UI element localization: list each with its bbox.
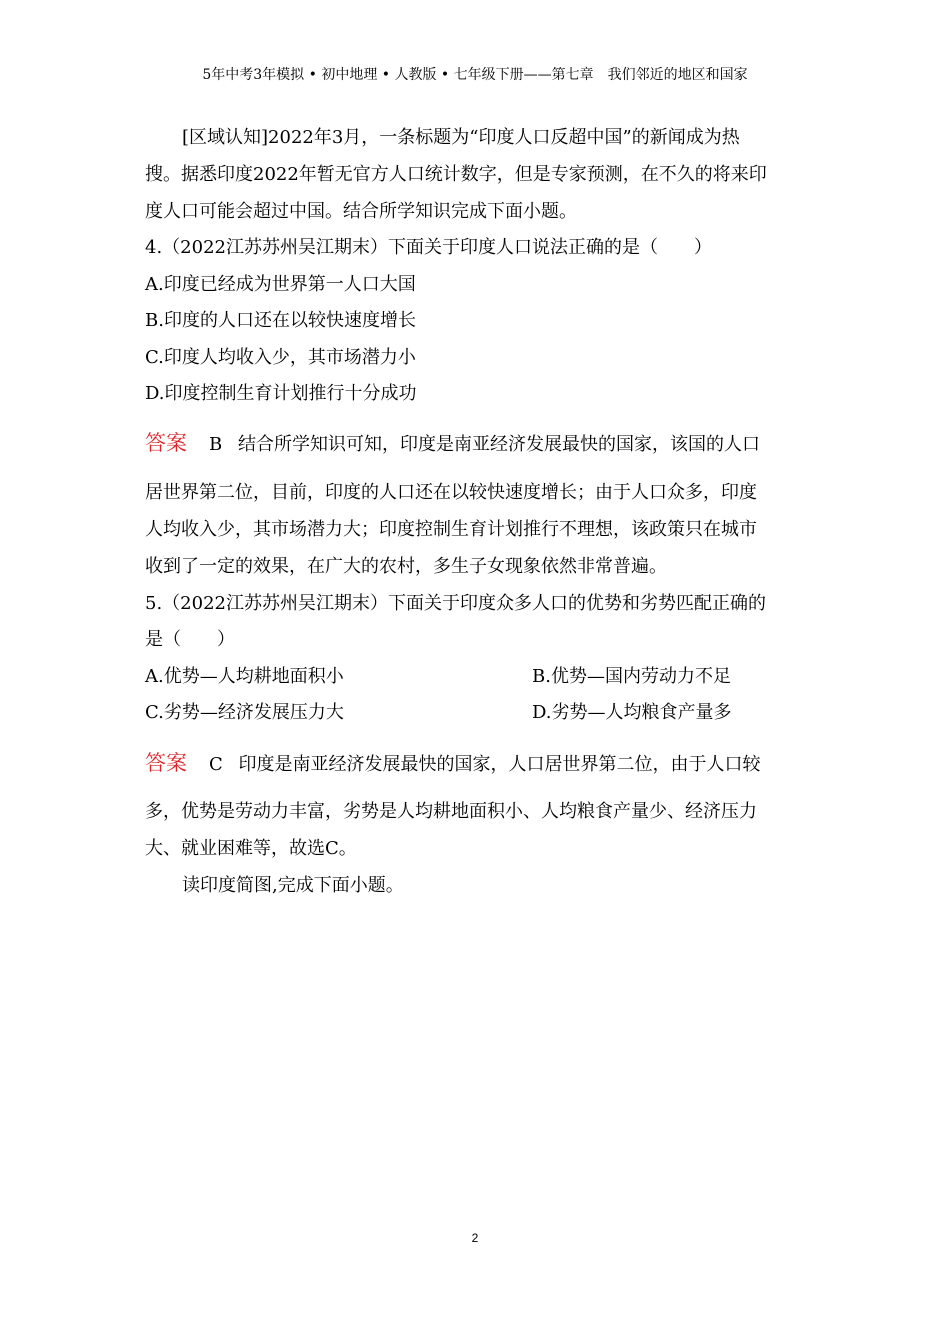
q4-option-c: C.印度人均收入少，其市场潜力小 bbox=[145, 347, 416, 368]
answer-label: 答案 bbox=[145, 751, 187, 775]
q4-option-a: A.印度已经成为世界第一人口大国 bbox=[145, 274, 416, 295]
q4-stem: 4.（2022江苏苏州吴江期末）下面关于印度人口说法正确的是（ ） bbox=[145, 237, 712, 258]
q5-explanation-2: 多，优势是劳动力丰富，劣势是人均耕地面积小、人均粮食产量少、经济压力 bbox=[145, 801, 757, 822]
page-number: 2 bbox=[471, 1231, 479, 1245]
q5-explanation-1: 印度是南亚经济发展最快的国家，人口居世界第二位，由于人口较 bbox=[238, 754, 761, 775]
q5-option-d: D.劣势—人均粮食产量多 bbox=[532, 702, 732, 723]
q4-option-d: D.印度控制生育计划推行十分成功 bbox=[145, 383, 417, 404]
q5-option-b: B.优势—国内劳动力不足 bbox=[532, 666, 731, 687]
intro-line-2: 搜。据悉印度2022年暂无官方人口统计数字，但是专家预测，在不久的将来印 bbox=[145, 164, 767, 185]
answer-label: 答案 bbox=[145, 431, 187, 455]
q5-stem-2: 是（ ） bbox=[145, 629, 235, 650]
intro-line-1: [区域认知]2022年3月，一条标题为“印度人口反超中国”的新闻成为热 bbox=[182, 127, 740, 148]
q5-option-a: A.优势—人均耕地面积小 bbox=[145, 666, 344, 687]
q4-explanation-4: 收到了一定的效果，在广大的农村，多生子女现象依然非常普遍。 bbox=[145, 556, 667, 577]
closing-instruction: 读印度简图,完成下面小题。 bbox=[182, 875, 404, 896]
q5-answer-line bbox=[145, 751, 761, 777]
q5-option-c: C.劣势—经济发展压力大 bbox=[145, 702, 344, 723]
q4-answer-line bbox=[145, 431, 760, 457]
page-header: 5年中考3年模拟 • 初中地理 • 人教版 • 七年级下册——第七章 我们邻近的地区和国家 bbox=[202, 67, 748, 83]
intro-line-3: 度人口可能会超过中国。结合所学知识完成下面小题。 bbox=[145, 201, 577, 222]
q4-explanation-2: 居世界第二位，目前，印度的人口还在以较快速度增长；由于人口众多，印度 bbox=[145, 482, 757, 503]
q4-explanation-1: 结合所学知识可知，印度是南亚经济发展最快的国家，该国的人口 bbox=[237, 434, 760, 455]
answer-key: C bbox=[209, 754, 223, 775]
q5-explanation-3: 大、就业困难等，故选C。 bbox=[145, 838, 357, 859]
q4-option-b: B.印度的人口还在以较快速度增长 bbox=[145, 310, 416, 331]
answer-key: B bbox=[209, 434, 223, 455]
q5-stem-1: 5.（2022江苏苏州吴江期末）下面关于印度众多人口的优势和劣势匹配正确的 bbox=[145, 593, 766, 614]
q4-explanation-3: 人均收入少，其市场潜力大；印度控制生育计划推行不理想，该政策只在城市 bbox=[145, 519, 757, 540]
